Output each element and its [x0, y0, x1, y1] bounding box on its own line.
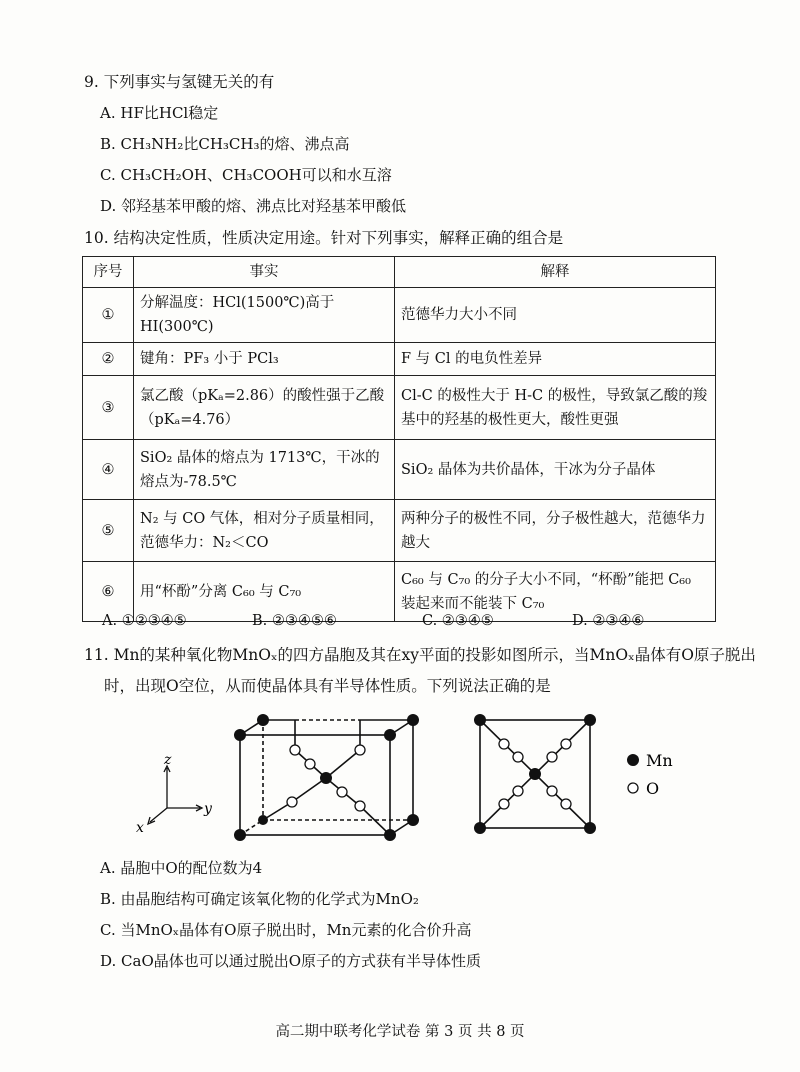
q9-option-c: C. CH₃CH₂OH、CH₃COOH可以和水互溶	[100, 166, 392, 184]
row-fact: SiO₂ 晶体的熔点为 1713℃，干冰的熔点为-78.5℃	[134, 440, 395, 500]
q11-option-a: A. 晶胞中O的配位数为4	[100, 859, 263, 877]
table-header-row	[83, 257, 716, 288]
row-explain: 两种分子的极性不同，分子极性越大，范德华力越大	[395, 500, 716, 562]
q10-answer-c: C. ②③④⑤	[422, 613, 494, 629]
row-explain: F 与 Cl 的电负性差异	[395, 343, 716, 376]
q9-option-b: B. CH₃NH₂比CH₃CH₃的熔、沸点高	[100, 135, 350, 153]
legend-o-marker	[628, 783, 638, 793]
q10-answer-d: D. ②③④⑥	[572, 613, 645, 629]
row-num: ⑥	[83, 562, 134, 622]
legend-o-label: O	[646, 779, 660, 798]
row-num: ⑤	[83, 500, 134, 562]
row-explain: 范德华力大小不同	[395, 288, 716, 343]
q9-stem: 9. 下列事实与氢键无关的有	[84, 73, 275, 91]
mn-atoms	[234, 714, 419, 841]
row-explain: Cl-C 的极性大于 H-C 的极性，导致氯乙酸的羧基中的羟基的极性更大，酸性更强	[395, 376, 716, 440]
legend-mn-marker	[627, 754, 639, 766]
axis-z-label: z	[164, 752, 172, 768]
q9-option-a: A. HF比HCl稳定	[100, 104, 219, 122]
q9-option-d: D. 邻羟基苯甲酸的熔、沸点比对羟基苯甲酸低	[100, 197, 407, 215]
q10-stem: 10. 结构决定性质，性质决定用途。针对下列事实，解释正确的组合是	[84, 229, 564, 247]
row-fact: 分解温度：HCl(1500℃)高于 HI(300℃)	[134, 288, 395, 343]
table-row	[83, 440, 716, 500]
row-fact: N₂ 与 CO 气体，相对分子质量相同，范德华力：N₂＜CO	[134, 500, 395, 562]
page-footer: 高二期中联考化学试卷 第 3 页 共 8 页	[275, 1024, 525, 1040]
row-explain: C₆₀ 与 C₇₀ 的分子大小不同，“杯酚”能把 C₆₀ 装起来而不能装下 C₇₀	[395, 562, 716, 622]
q11-stem-line2: 时，出现O空位，从而使晶体具有半导体性质。下列说法正确的是	[104, 677, 551, 695]
facts-table	[82, 256, 716, 622]
header-explain: 解释	[395, 257, 716, 288]
table-row	[83, 288, 716, 343]
q10-answer-b: B. ②③④⑤⑥	[252, 613, 337, 629]
row-fact: 键角：PF₃ 小于 PCl₃	[134, 343, 395, 376]
q11-stem-line1: 11. Mn的某种氧化物MnOₓ的四方晶胞及其在xy平面的投影如图所示，当MnOₓ晶体有O原子脱出	[84, 646, 756, 664]
row-num: ④	[83, 440, 134, 500]
header-fact: 事实	[134, 257, 395, 288]
q11-option-c: C. 当MnOₓ晶体有O原子脱出时，Mn元素的化合价升高	[100, 921, 472, 939]
axes	[148, 766, 202, 824]
q10-answer-a: A. ①②③④⑤	[102, 613, 187, 629]
row-fact: 氯乙酸（pKₐ=2.86）的酸性强于乙酸（pKₐ=4.76）	[134, 376, 395, 440]
q11-option-d: D. CaO晶体也可以通过脱出O原子的方式获有半导体性质	[100, 952, 482, 970]
row-fact: 用“杯酚”分离 C₆₀ 与 C₇₀	[134, 562, 395, 622]
row-num: ③	[83, 376, 134, 440]
table-row	[83, 376, 716, 440]
legend-mn-label: Mn	[646, 751, 673, 770]
crystal-diagram	[120, 700, 700, 850]
row-explain: SiO₂ 晶体为共价晶体，干冰为分子晶体	[395, 440, 716, 500]
row-num: ②	[83, 343, 134, 376]
table-row	[83, 343, 716, 376]
axis-y-label: y	[204, 801, 212, 817]
q11-option-b: B. 由晶胞结构可确定该氧化物的化学式为MnO₂	[100, 890, 419, 908]
axis-x-label: x	[136, 820, 144, 836]
header-num: 序号	[83, 257, 134, 288]
row-num: ①	[83, 288, 134, 343]
table-row	[83, 500, 716, 562]
